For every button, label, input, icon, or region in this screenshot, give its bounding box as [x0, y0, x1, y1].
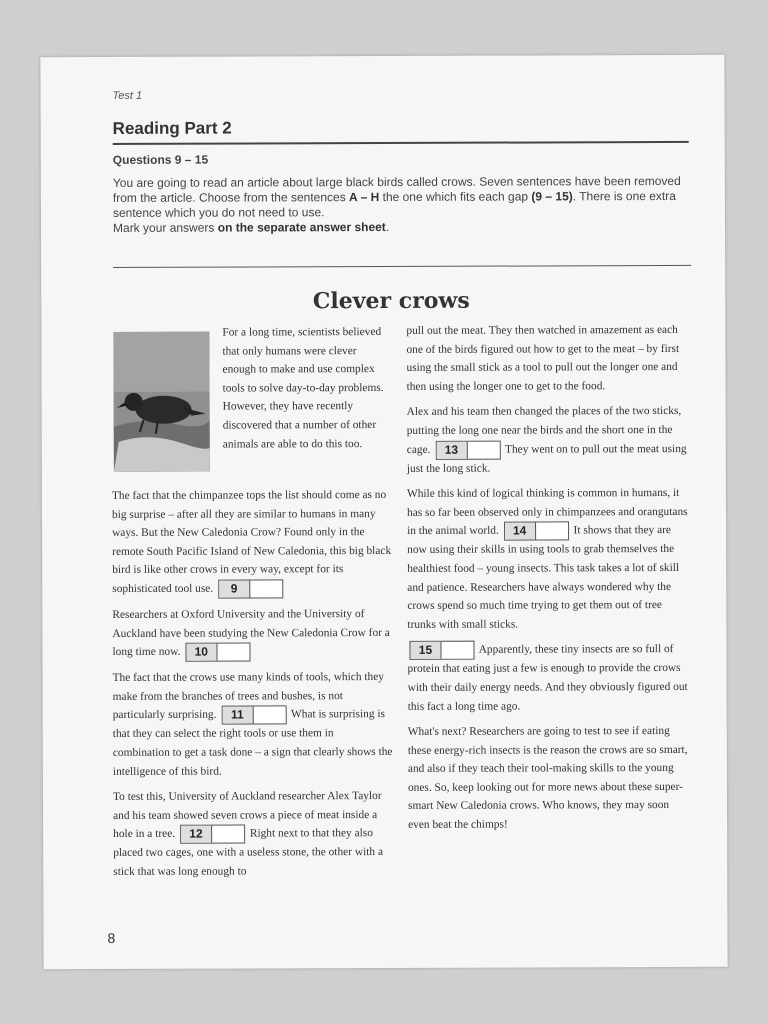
paragraph — [112, 486, 392, 599]
paragraph — [407, 484, 691, 634]
gap-number: 9 — [219, 580, 250, 597]
paragraph-text: It shows that they are now using their skills in using tools to grab themselves the healthiest food – young insects. This task takes a lot of skill and patience. Researchers have always wondered why the crows spend so much time trying to get them out of tree trunks with small sticks. — [407, 524, 680, 631]
paragraph — [112, 605, 392, 662]
gap-12-box[interactable] — [180, 825, 245, 844]
gap-answer-space — [253, 707, 285, 724]
instructions-text-4: Mark your answers — [112, 220, 215, 235]
instructions-text-1: You are going to read an article about large black birds called crows. Seven sentences have been removed from the article. Choose from the sentences — [112, 173, 681, 205]
section-divider — [113, 265, 691, 268]
gap-answer-space — [212, 826, 244, 843]
instructions — [113, 174, 693, 236]
questions-label: Questions 9 – 15 — [112, 152, 209, 167]
gap-14-box[interactable] — [504, 522, 569, 541]
paragraph: What's next? Researchers are going to test to see if eating these energy-rich insects is the reason the crows are so smart, and also if they teach their tool-making skills to the young ones. So, keep looking out for more news about these super-smart New Caledonia crows. Who knows, they may soon even beat the chimps! — [407, 725, 688, 831]
gap-answer-space — [250, 580, 282, 597]
article-right-column — [406, 321, 691, 842]
gap-answer-space — [467, 441, 499, 458]
gap-13-box[interactable] — [435, 440, 500, 459]
gap-10-box[interactable] — [185, 643, 250, 662]
paragraph: pull out the meat. They then watched in amazement as each one of the birds figured out how to get to the meat – by first using the small stick as a tool to pull out the longer one and then using the longer one to get to the food. — [406, 323, 680, 393]
instructions-text-3: . There is one extra sentence which you do not need to use. — [112, 188, 676, 220]
gap-answer-space — [217, 644, 249, 661]
gap-answer-space — [536, 523, 568, 540]
article-title: Clever crows — [312, 287, 470, 315]
instructions-range: A – H — [349, 190, 380, 205]
paragraph-text: Apparently, these tiny insects are so full of protein that eating just a few is enough to provide the crows with their daily energy needs. And they obviously figured out this fact a long time ago. — [407, 643, 688, 713]
paragraph — [407, 640, 690, 716]
paragraph-text: Researchers at Oxford University and the University of Auckland have been studying the New Caledonia Crow for a long time now. — [112, 608, 390, 659]
instructions-text-2: the one which fits each gap — [382, 189, 529, 205]
paragraph-text: Right next to that they also placed two cages, one with a useless stone, the other with a stick that was long enough to — [113, 827, 384, 878]
instructions-gap-range: (9 – 15) — [531, 189, 573, 204]
exam-page — [40, 55, 727, 969]
gap-number: 13 — [436, 441, 467, 458]
gap-number: 10 — [186, 644, 217, 661]
paragraph-text: While this kind of logical thinking is common in humans, it has so far been observed only in chimpanzees and orangutans in the animal world. — [406, 487, 688, 538]
paragraph-text: The fact that the crows use many kinds of tools, which they make from the branches of trees and bushes, is not particularly surprising. — [112, 671, 385, 722]
paragraph-text: Alex and his team then changed the places of the two sticks, putting the long one near the birds and the short one in the cage. — [406, 405, 682, 456]
instructions-text-6: . — [385, 219, 390, 234]
paragraph-text: They went on to pull out the meat using just the long stick. — [406, 442, 687, 475]
page-number: 8 — [107, 929, 116, 946]
gap-number: 15 — [410, 642, 441, 659]
gap-11-box[interactable] — [221, 706, 286, 725]
part-title: Reading Part 2 — [112, 118, 232, 138]
test-label: Test 1 — [112, 89, 143, 102]
article-left-column — [112, 486, 393, 888]
paragraph — [113, 787, 393, 881]
crow-photo — [113, 332, 209, 472]
gap-number: 11 — [222, 707, 253, 724]
instructions-answer-sheet: on the separate answer sheet — [217, 219, 386, 235]
article-intro: For a long time, scientists believed that only humans were clever enough to make and use complex tools to solve day-to-day problems. However, they have recently discovered that a number of other animals are able to do this too. — [222, 326, 384, 451]
paragraph — [407, 402, 690, 478]
paragraph-text: The fact that the chimpanzee tops the list should come as no big surprise – after all they are similar to humans in many ways. But the New Caledonia Crow? Found only in the remote South Pacific Island of New Caledonia, this big black bird is like other crows in every way, except for its sophisticated tool use. — [111, 488, 392, 596]
title-rule — [113, 141, 689, 145]
gap-9-box[interactable] — [218, 579, 283, 598]
gap-number: 12 — [181, 826, 212, 843]
paragraph-text: What is surprising is that they can select the right tools or use them in combination to get a task done – a sign that clearly shows the intelligence of this bird. — [112, 708, 393, 778]
gap-answer-space — [441, 642, 473, 659]
gap-number: 14 — [505, 523, 536, 540]
paragraph — [113, 668, 393, 781]
gap-15-box[interactable] — [409, 641, 474, 660]
paragraph-text: To test this, University of Auckland researcher Alex Taylor and his team showed seven crows a piece of meat inside a hole in a tree. — [112, 790, 382, 841]
